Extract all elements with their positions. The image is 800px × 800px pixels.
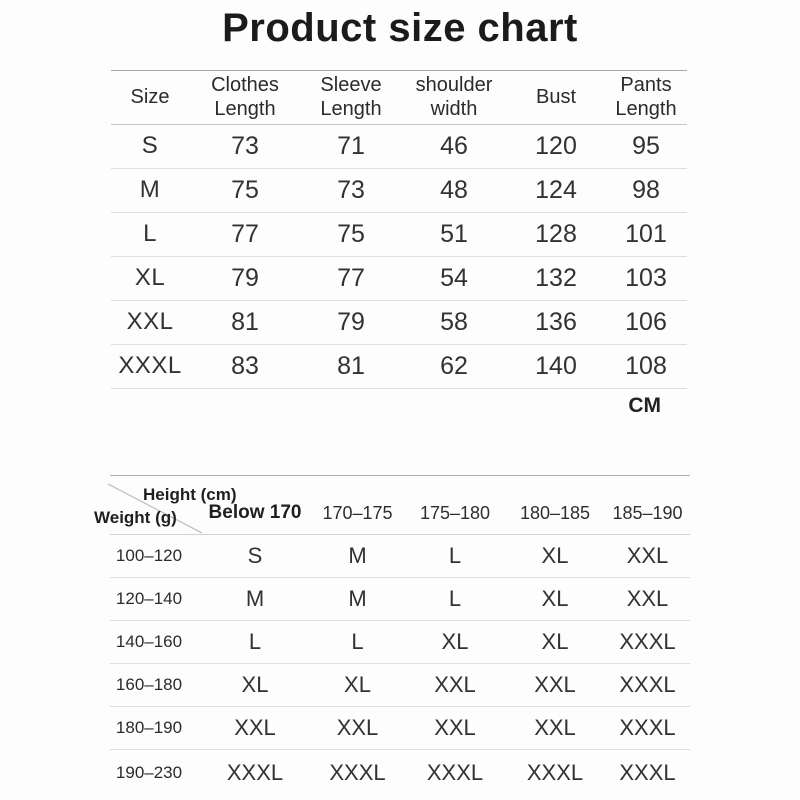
weight-range-label: 180–190: [110, 707, 200, 750]
weight-range-label: 100–120: [110, 535, 200, 578]
value-cell: 75: [189, 168, 301, 212]
size-row-xxxl: [111, 344, 687, 388]
fit-value-cell: XXXL: [605, 707, 690, 750]
fit-value-cell: XXL: [405, 664, 505, 707]
value-cell: 48: [401, 168, 507, 212]
size-row-l: [111, 212, 687, 256]
fit-value-cell: L: [405, 578, 505, 621]
fit-value-cell: XL: [505, 621, 605, 664]
value-cell: 83: [189, 344, 301, 388]
size-table-header-row: [111, 71, 687, 125]
col-header-175-180: 175–180: [405, 476, 505, 535]
col-header-bust: Bust: [507, 71, 605, 125]
value-cell: 140: [507, 344, 605, 388]
size-row-s: [111, 124, 687, 168]
fit-value-cell: XL: [310, 664, 405, 707]
fit-value-cell: XXXL: [605, 664, 690, 707]
fit-value-cell: M: [310, 578, 405, 621]
value-cell: 77: [189, 212, 301, 256]
fit-table-header-row: [110, 476, 690, 535]
size-label: XXL: [111, 300, 189, 344]
fit-value-cell: XL: [505, 535, 605, 578]
fit-row-180-190: [110, 707, 690, 750]
fit-value-cell: XXXL: [226, 759, 284, 785]
unit-label-cm: CM: [628, 394, 661, 417]
weight-range-label: 160–180: [110, 664, 200, 707]
fit-row-140-160: [110, 621, 690, 664]
value-cell: 81: [301, 344, 401, 388]
fit-value-cell: M: [310, 535, 405, 578]
value-cell: 75: [301, 212, 401, 256]
value-cell: 124: [507, 168, 605, 212]
fit-value-cell: L: [310, 621, 405, 664]
value-cell: 73: [189, 124, 301, 168]
fit-value-cell: XL: [200, 664, 310, 707]
fit-value-cell: S: [200, 535, 310, 578]
value-cell: 136: [507, 300, 605, 344]
value-cell: 51: [401, 212, 507, 256]
fit-value-cell: XXXL: [619, 759, 676, 785]
value-cell: 106: [605, 300, 687, 344]
fit-value-cell: XXXL: [329, 759, 386, 785]
value-cell: 81: [189, 300, 301, 344]
fit-value-cell: M: [200, 578, 310, 621]
size-measurements-table: [111, 70, 687, 389]
page-title: Product size chart: [222, 6, 578, 50]
col-header-170-175: 170–175: [310, 476, 405, 535]
col-header-185-190: 185–190: [605, 476, 690, 535]
value-cell: 71: [301, 124, 401, 168]
value-cell: 128: [507, 212, 605, 256]
value-cell: 79: [301, 300, 401, 344]
fit-row-100-120: [110, 535, 690, 578]
fit-value-cell: XXL: [310, 707, 405, 750]
fit-row-190-230: [110, 750, 690, 796]
fit-recommendation-table: [94, 475, 690, 796]
value-cell: 58: [401, 300, 507, 344]
size-row-xxl: [111, 300, 687, 344]
size-label: XL: [111, 256, 189, 300]
size-row-xl: [111, 256, 687, 300]
fit-value-cell: XXL: [605, 578, 690, 621]
weight-range-label: 120–140: [110, 578, 200, 621]
value-cell: 54: [401, 256, 507, 300]
size-label: L: [111, 212, 189, 256]
value-cell: 62: [401, 344, 507, 388]
fit-value-cell: L: [200, 621, 310, 664]
fit-value-cell: XXL: [605, 535, 690, 578]
height-axis-label: Height (cm): [143, 485, 237, 504]
size-row-m: [111, 168, 687, 212]
weight-axis-label: Weight (g): [94, 508, 177, 527]
fit-row-120-140: [110, 578, 690, 621]
fit-value-cell: XL: [505, 578, 605, 621]
value-cell: 98: [605, 168, 687, 212]
fit-value-cell: XXL: [505, 664, 605, 707]
value-cell: 132: [507, 256, 605, 300]
fit-value-cell: XXXL: [526, 759, 584, 785]
fit-value-cell: XL: [405, 621, 505, 664]
col-header-shoulder-width: shoulder width: [401, 71, 507, 125]
col-header-size: Size: [111, 71, 189, 125]
fit-value-cell: XXL: [505, 707, 605, 750]
col-header-below-170: Below 170: [200, 476, 310, 535]
weight-range-label: 140–160: [110, 621, 200, 664]
fit-value-cell: XXL: [200, 707, 310, 750]
fit-value-cell: XXXL: [605, 621, 690, 664]
size-label: M: [111, 168, 189, 212]
value-cell: 101: [605, 212, 687, 256]
size-label: XXXL: [111, 344, 189, 388]
fit-value-cell: XXL: [405, 707, 505, 750]
value-cell: 77: [301, 256, 401, 300]
col-header-sleeve-length: Sleeve Length: [301, 71, 401, 125]
value-cell: 46: [401, 124, 507, 168]
value-cell: 108: [605, 344, 687, 388]
col-header-pants-length: Pants Length: [605, 71, 687, 125]
value-cell: 120: [507, 124, 605, 168]
value-cell: 103: [605, 256, 687, 300]
fit-value-cell: L: [405, 535, 505, 578]
value-cell: 95: [605, 124, 687, 168]
weight-range-label: 190–230: [115, 762, 183, 782]
corner-cell: [94, 476, 237, 535]
col-header-clothes-length: Clothes Length: [189, 71, 301, 125]
col-header-180-185: 180–185: [505, 476, 605, 535]
fit-row-160-180: [110, 664, 690, 707]
size-label: S: [111, 124, 189, 168]
fit-value-cell: XXXL: [426, 759, 484, 785]
value-cell: 73: [301, 168, 401, 212]
value-cell: 79: [189, 256, 301, 300]
